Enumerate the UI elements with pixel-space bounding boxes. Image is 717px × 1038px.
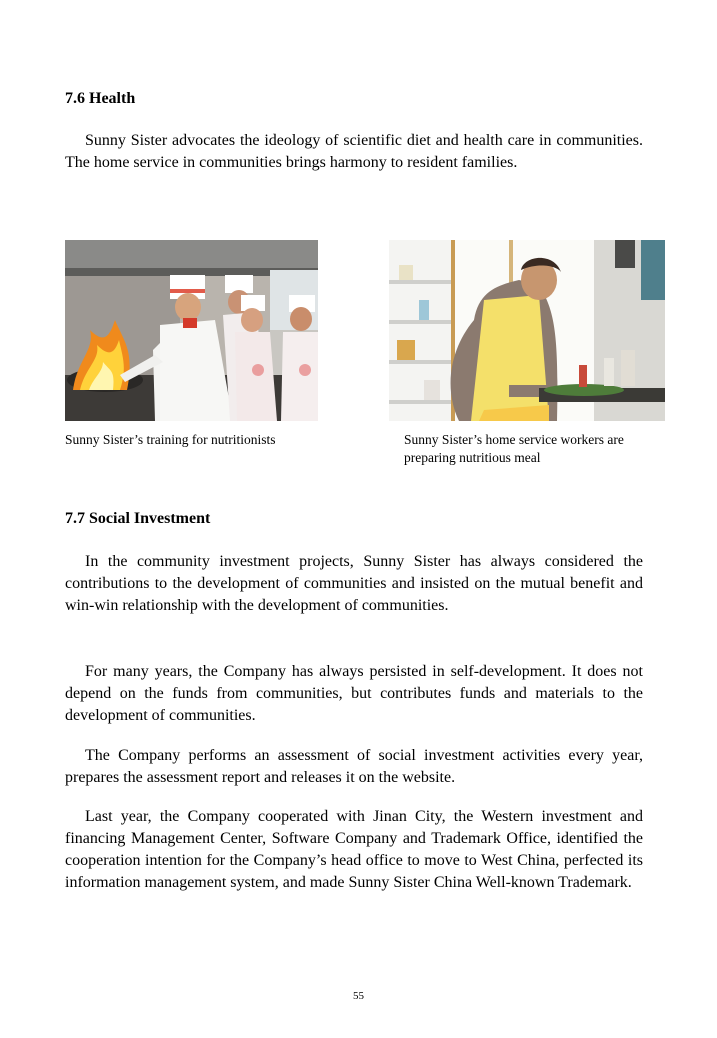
health-paragraph: Sunny Sister advocates the ideology of scientific diet and health care in communities. The home service in communities brings harmony to resident families. (65, 132, 643, 171)
social-paragraph-2: For many years, the Company has always persisted in self-development. It does not depend on the funds from communities, but contributes funds and materials to the development of communities. (65, 663, 643, 724)
figure-caption-training: Sunny Sister’s training for nutritionists (65, 432, 276, 447)
page-number: 55 (353, 990, 364, 1002)
home-service-photo (389, 240, 665, 421)
kitchen-training-image (65, 240, 318, 421)
training-photo (65, 240, 318, 421)
social-paragraph-4: Last year, the Company cooperated with Jinan City, the Western investment and financing Management Center, Software Company and Trademark Office, identified the cooperation intention for the Company’s head office to move to West China, perfected its information management system, and made Sunny Sister China Well-known Trademark. (65, 808, 643, 891)
figure-caption-home-service: Sunny Sister’s home service workers are preparing nutritious meal (404, 432, 624, 465)
home-cooking-image (389, 240, 665, 421)
section-heading-social-investment: 7.7 Social Investment (65, 510, 211, 527)
social-paragraph-3: The Company performs an assessment of social investment activities every year, prepares the assessment report and releases it on the website. (65, 747, 643, 786)
section-heading-health: 7.6 Health (65, 90, 136, 107)
social-paragraph-1: In the community investment projects, Sunny Sister has always considered the contributions to the development of communities and insisted on the mutual benefit and win-win relationship with the development of communities. (65, 553, 643, 614)
